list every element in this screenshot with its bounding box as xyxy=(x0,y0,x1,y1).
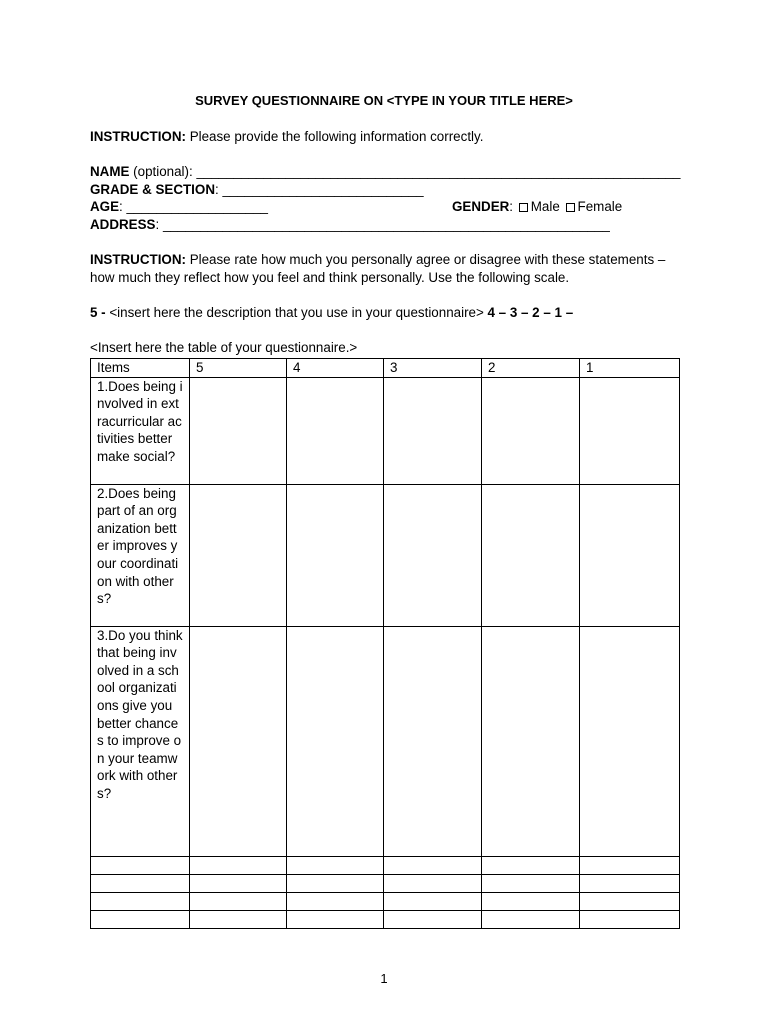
rating-cell[interactable] xyxy=(287,626,384,856)
empty-cell[interactable] xyxy=(580,874,680,892)
table-row xyxy=(91,626,680,856)
empty-cell[interactable] xyxy=(190,910,287,928)
empty-cell[interactable] xyxy=(190,874,287,892)
rating-cell[interactable] xyxy=(384,377,482,484)
table-row xyxy=(91,484,680,626)
empty-cell[interactable] xyxy=(384,874,482,892)
empty-cell[interactable] xyxy=(384,856,482,874)
gender-field xyxy=(452,198,622,216)
scale-start: 5 - xyxy=(90,305,106,320)
rating-cell[interactable] xyxy=(482,484,580,626)
empty-cell[interactable] xyxy=(91,892,190,910)
instruction-1-label: INSTRUCTION: xyxy=(90,129,186,144)
scale-description: <insert here the description that you use in your questionnaire> xyxy=(105,305,488,320)
empty-cell[interactable] xyxy=(580,910,680,928)
age-label: AGE xyxy=(90,199,120,214)
empty-cell[interactable] xyxy=(287,910,384,928)
empty-table-row xyxy=(91,910,680,928)
instruction-1 xyxy=(90,128,483,146)
item-cell: 3.Do you think that being involved in a school organizations give you better chances to improve on your teamwork with others? xyxy=(91,626,190,856)
empty-cell[interactable] xyxy=(482,856,580,874)
empty-cell[interactable] xyxy=(287,874,384,892)
age-field xyxy=(90,198,268,216)
empty-cell[interactable] xyxy=(287,856,384,874)
empty-cell[interactable] xyxy=(91,874,190,892)
address-suffix: : xyxy=(155,217,163,232)
table-row xyxy=(91,377,680,484)
gender-suffix: : xyxy=(509,199,514,214)
empty-cell[interactable] xyxy=(580,856,680,874)
empty-cell[interactable] xyxy=(190,856,287,874)
rating-scale xyxy=(90,304,573,322)
empty-cell[interactable] xyxy=(190,892,287,910)
scale-end: 4 – 3 – 2 – 1 – xyxy=(487,305,574,320)
header-cell-5: 5 xyxy=(190,359,287,378)
rating-cell[interactable] xyxy=(580,377,680,484)
name-field xyxy=(90,163,681,181)
rating-cell[interactable] xyxy=(580,484,680,626)
rating-cell[interactable] xyxy=(482,377,580,484)
female-label: Female xyxy=(577,199,623,214)
rating-cell[interactable] xyxy=(190,626,287,856)
survey-title: SURVEY QUESTIONNAIRE ON <TYPE IN YOUR TITLE HERE> xyxy=(195,93,573,108)
page-number: 1 xyxy=(380,971,388,986)
empty-table-row xyxy=(91,874,680,892)
empty-cell[interactable] xyxy=(482,874,580,892)
rating-cell[interactable] xyxy=(190,484,287,626)
header-cell-4: 4 xyxy=(287,359,384,378)
address-field xyxy=(90,216,610,234)
age-suffix: : xyxy=(119,199,127,214)
empty-cell[interactable] xyxy=(384,892,482,910)
empty-cell[interactable] xyxy=(482,910,580,928)
header-cell-3: 3 xyxy=(384,359,482,378)
rating-cell[interactable] xyxy=(287,377,384,484)
name-label: NAME xyxy=(90,164,130,179)
age-blank[interactable]: ___________________ xyxy=(126,199,268,214)
table-header-row xyxy=(91,359,680,378)
gender-label: GENDER xyxy=(452,199,510,214)
empty-cell[interactable] xyxy=(287,892,384,910)
instruction-2 xyxy=(90,251,680,286)
item-cell: 1.Does being involved in extracurricular activities better make social? xyxy=(91,377,190,484)
header-cell-2: 2 xyxy=(482,359,580,378)
grade-section-field xyxy=(90,181,424,199)
name-suffix: (optional): xyxy=(129,164,197,179)
instruction-2-label: INSTRUCTION: xyxy=(90,252,186,267)
header-cell-items: Items xyxy=(91,359,190,378)
empty-cell[interactable] xyxy=(482,892,580,910)
empty-table-row xyxy=(91,892,680,910)
female-checkbox-icon[interactable] xyxy=(566,203,575,212)
empty-cell[interactable] xyxy=(91,856,190,874)
grade-label: GRADE & SECTION xyxy=(90,182,215,197)
empty-cell[interactable] xyxy=(91,910,190,928)
rating-cell[interactable] xyxy=(580,626,680,856)
empty-cell[interactable] xyxy=(384,910,482,928)
rating-cell[interactable] xyxy=(384,626,482,856)
grade-blank[interactable]: ___________________________ xyxy=(222,182,424,197)
empty-table-row xyxy=(91,856,680,874)
rating-cell[interactable] xyxy=(287,484,384,626)
male-checkbox-icon[interactable] xyxy=(519,203,528,212)
male-label: Male xyxy=(530,199,560,214)
rating-cell[interactable] xyxy=(384,484,482,626)
empty-cell[interactable] xyxy=(580,892,680,910)
address-label: ADDRESS xyxy=(90,217,156,232)
rating-cell[interactable] xyxy=(190,377,287,484)
name-blank[interactable]: _________________________________________________________________ xyxy=(196,164,681,179)
item-cell: 2.Does being part of an organization better improves your coordination with others? xyxy=(91,484,190,626)
instruction-1-text: Please provide the following information correctly. xyxy=(185,129,484,144)
header-cell-1: 1 xyxy=(580,359,680,378)
instruction-2-text: Please rate how much you personally agree or disagree with these statements – how much they reflect how you feel and think personally. Use the following scale. xyxy=(90,252,666,285)
questionnaire-table xyxy=(90,358,680,929)
address-blank[interactable]: ____________________________________________________________ xyxy=(162,217,610,232)
rating-cell[interactable] xyxy=(482,626,580,856)
grade-suffix: : xyxy=(215,182,223,197)
table-note: <Insert here the table of your questionnaire.> xyxy=(90,340,358,355)
